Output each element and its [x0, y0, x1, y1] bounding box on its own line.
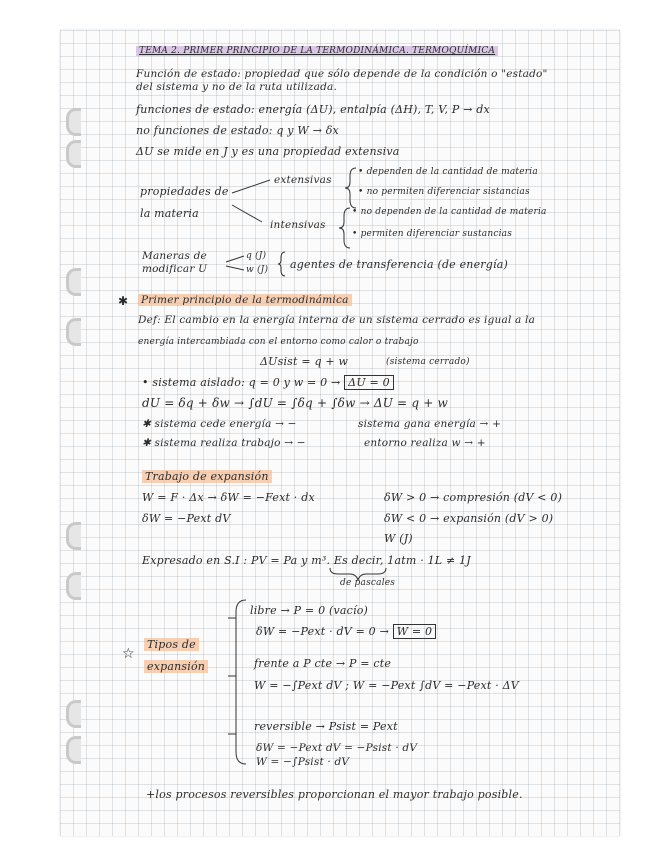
- text-line: intensivas: [270, 219, 326, 231]
- text-line: del sistema y no de la ruta utilizada.: [136, 81, 338, 93]
- text-line: ΔU se mide en J y es una propiedad extensiva: [136, 145, 400, 158]
- equation: dU = δq + δw → ∫dU = ∫δq + ∫δw → ΔU = q + w: [142, 396, 448, 410]
- text-line: • dependen de la cantidad de materia: [358, 167, 538, 177]
- text-line: δW > 0 → compresión (dV < 0): [384, 491, 563, 504]
- text-line: • no permiten diferenciar sistancias: [358, 187, 530, 197]
- equation: ΔUsist = q + w: [260, 355, 349, 368]
- equation: δW = −Pext · dV = 0 → W = 0: [256, 625, 436, 638]
- text-line: (sistema cerrado): [386, 357, 470, 367]
- section-heading: Trabajo de expansión: [142, 470, 272, 483]
- text-line: δW < 0 → expansión (dV > 0): [384, 512, 554, 525]
- text-line: Expresado en S.I : PV = Pa y m³. Es decir, 1atm · 1L ≠ 1J: [142, 554, 471, 567]
- star-bullet-icon: ☆: [122, 646, 135, 662]
- text-line: no funciones de estado: q y W → δx: [136, 124, 339, 137]
- text-line: de pascales: [340, 578, 396, 588]
- equation: δW = −Pext dV = −Psist · dV: [256, 742, 418, 754]
- page-title: TEMA 2. PRIMER PRINCIPIO DE LA TERMODINÁMICA. TERMOQUÍMICA: [136, 45, 498, 58]
- text-line: W (J): [384, 532, 413, 545]
- text-line: modificar U: [142, 263, 208, 275]
- star-bullet-icon: ✱: [118, 294, 129, 308]
- text-line: • permiten diferenciar sustancias: [352, 229, 513, 239]
- text-line: ✱ sistema realiza trabajo → −: [142, 437, 306, 449]
- boxed-result: W = 0: [393, 624, 437, 639]
- text-line: ✱ sistema cede energía → −: [142, 418, 297, 430]
- text-line: w (J): [246, 265, 269, 275]
- section-heading: expansión: [144, 660, 208, 673]
- text-line: • no dependen de la cantidad de materia: [352, 207, 547, 217]
- section-heading: Tipos de: [144, 638, 199, 651]
- text-line: Función de estado: propiedad que sólo depende de la condición o "estado": [136, 68, 548, 80]
- text-line: • sistema aislado: q = 0 y w = 0 → ΔU = 0: [142, 376, 394, 389]
- text-line: Maneras de: [142, 250, 207, 262]
- text-line: la materia: [140, 207, 199, 220]
- text-line: extensivas: [274, 174, 332, 186]
- equation: δW = −Pext dV: [142, 512, 231, 525]
- text-line: q (J): [246, 251, 267, 261]
- text-line: frente a P cte → P = cte: [254, 657, 392, 670]
- section-heading: Primer principio de la termodinámica: [138, 294, 352, 307]
- text-line: propiedades de: [140, 185, 229, 198]
- text-line: funciones de estado: energía (ΔU), entalpía (ΔH), T, V, P → dx: [136, 103, 490, 116]
- text-line: entorno realiza w → +: [364, 437, 486, 449]
- text-line: sistema gana energía → +: [358, 418, 502, 430]
- equation: W = −∫Pext dV ; W = −Pext ∫dV = −Pext · ΔV: [254, 679, 519, 692]
- text-line: agentes de transferencia (de energía): [290, 258, 508, 271]
- text-line: energía intercambiada con el entorno como calor o trabajo: [138, 337, 419, 347]
- boxed-result: ΔU = 0: [344, 375, 394, 390]
- equation: W = −∫Psist · dV: [256, 756, 350, 768]
- text-line: reversible → Psist = Pext: [254, 720, 398, 733]
- text-line: libre → P = 0 (vacío): [250, 604, 369, 617]
- equation: W = F · Δx → δW = −Fext · dx: [142, 491, 315, 504]
- text-line: Def: El cambio en la energía interna de un sistema cerrado es igual a la: [138, 314, 536, 326]
- text-line: +los procesos reversibles proporcionan el mayor trabajo posible.: [146, 788, 523, 801]
